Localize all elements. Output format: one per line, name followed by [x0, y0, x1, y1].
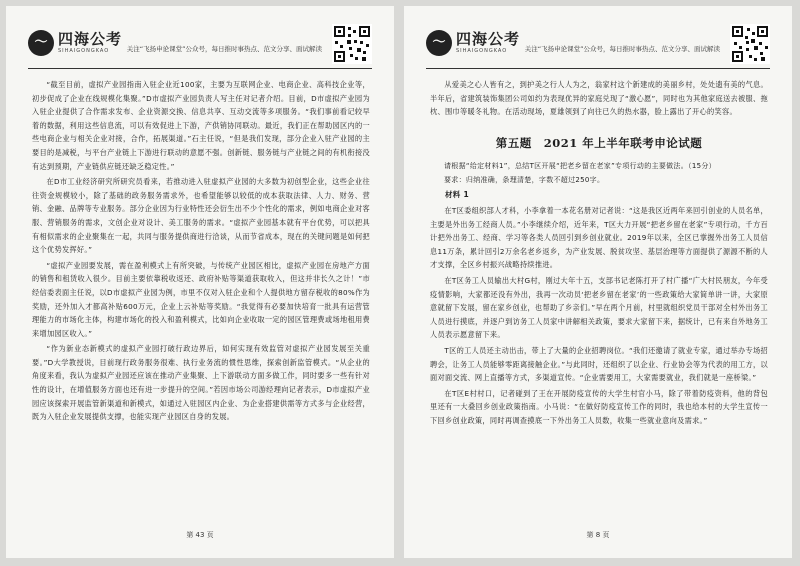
paragraph: “作为新业态新模式的虚拟产业园打破行政边界后，如何实现有效监管对虚拟产业园发展至关重要。”D大学教授说，目前现行政务服务很难、执行业务流的惯性思维，探索创新监管模式。“从企业的角度来看，我认为虚拟产业园还应该在推动产业集聚、上下游联动方面多做工作，同时要多一些有针对性的设计，在增值服务方面也还有进一步提升的空间。”若因市场公司游经理向记者表示，D市虚拟产业园应该探索开展监管新渠道和新模式，如通过入驻园区内企业、为企业搭建供需等方式多与企业经营，既为入驻企业发展提供支撑，也能实现产业园区自身的发展。 — [32, 344, 370, 422]
question-requirement: 要求：归纳准确，条理清楚，字数不超过250字。 — [444, 176, 605, 185]
material-label: 材料 1 — [445, 190, 470, 200]
qr-code-icon — [332, 24, 372, 64]
paragraph: 在T区E村村口，记者碰到了王在开展防疫宣传的大学生村官小马，除了带着防疫资料，他的背包里还有一大叠回乡创业政策指南。小马说：“在做好防疫宣传工作的同时，我也给本村的大学生宣传一下回乡创业政策，同时再调查摸底一下外出务工人员数，收集一些就业意向及需求。” — [430, 388, 768, 425]
brand-name: 四海公考 — [456, 30, 521, 48]
section-title: 第五题 2021 年上半年联考申论试题 — [495, 135, 703, 150]
left-page — [6, 6, 394, 558]
wave-logo-icon: 〜 — [426, 30, 452, 56]
wave-logo-icon: 〜 — [28, 30, 54, 56]
page-header — [426, 24, 770, 69]
paragraph: T区的工人员还主动出击，带上了大量的企业招聘岗位。“我们还邀请了就业专家，通过举办专场招聘会，让务工人员能够零距离接触企业。”与此同时，还组织了以企业、行业协会等为代表的用工方，以面对面交流、网上直播等方式，多渠道宣传。“企业需要用工，大家需要就业，我们就是一座桥梁。” — [430, 345, 768, 383]
qr-code-icon — [730, 24, 770, 64]
paragraph: 在D市工业经济研究所研究员看来，若推动进入驻虚拟产业园的大多数为初创型企业，这些企业往往资金规模较小，除了基础的政务服务需求外，也希望能够以较低的成本获取法律、人力、财务、营销、金融、品牌等专业服务。部分企业因为行业特性还会衍生出不少个性化的需求，例如电商企业对客服、营销服务的需求，文创企业对设计、美工服务的需求。“虚拟产业园基本就有平台优势，可以把具有相似需求的企业聚集在一起，共同与服务提供商进行洽谈，从而节省成本，现在的关键问题是如何把这个优势发挥好。” — [32, 177, 370, 255]
page-number: 第 43 页 — [186, 531, 214, 539]
page-header — [28, 24, 372, 69]
question-text: 请根据“给定材料1”，总结T区开展“把老乡留在老家”专项行动的主要做法。（15分） — [444, 162, 716, 171]
paragraph: 从爱美之心人皆有之，到护美之行人人为之，翁家村这个新建成的美丽乡村，处处遗有美的气息。半年后，省建筑装饰集团公司如约为表现优异的家庭兑现了“激心愿”，同时也为其他家庭送去被服、拖枕、围巾等暖冬礼物。在活动现场，夏雄领到了向往已久的热水器，脸上露出了开心的笑容。 — [430, 80, 768, 117]
brand-logo — [426, 28, 536, 62]
brand-name: 四海公考 — [58, 30, 123, 48]
paragraph: 在T区务工人员输出大村G村，刚过大年十五，支部书记老陈打开了村广播“广大村民朋友，今年受疫情影响，大家都还没有外出，我再一次动员‘把老乡留在老家’的一些政策给大家简单讲一讲，大家原意就留下发展，留在家乡创业，也帮助了乡亲们。”早在两个月前，村里就组织党员干部对全村外出务工人员进行摸底，并逐户到访务工人员家中讲解相关政策，要求大家留下来，据统计，已有来自外地务工人员表示愿意留下来。 — [430, 275, 768, 340]
left-page-body — [32, 78, 370, 426]
header-slogan: 关注“飞扬申论课堂”公众号，每日推时事热点、范文分享、面试解读 — [524, 45, 720, 53]
header-slogan: 关注“飞扬申论课堂”公众号，每日推时事热点、范文分享、面试解读 — [126, 45, 322, 53]
right-page — [404, 6, 792, 558]
paragraph: 在T区委组织部人才科，小李拿着一本花名册对记者说：“这是我区近两年来回引创业的人员名单，主要是外出务工经商人员。”小李继续介绍，近年来，T区大力开展“把老乡留在老家”专项行动，千方百计把外出务工、经商、学习等各类人员回引到乡创业就业。2019年以来，全区已掌握外出务工人员信息11万条，累计回引2万余名老乡返乡，为产业发展、脱贫攻坚、基层治理等方面提供了源源不断的人才支撑，全区乡村振兴战略持续推进。 — [430, 205, 768, 270]
brand-logo — [28, 28, 138, 62]
brand-sub: SIHAIGONGKAO — [456, 48, 508, 54]
page-number: 第 8 页 — [586, 531, 610, 539]
brand-sub: SIHAIGONGKAO — [58, 48, 110, 54]
paragraph: “截至目前，虚拟产业园指南入驻企业近100家，主要为互联网企业、电商企业、高科技企业等，初步促成了企业在线规模化集聚。”D市虚拟产业园负责人写主任对记者介绍。目前，D市虚拟产业园为入驻企业提供了合作需求发布、企业资源交换、信息共享、互动交流等多项服务。“我们事前看记较早着的数据，利用这些信息流，可以有效促进上下游，产供销协同联动。最近，我们正在帮助园区内的一些电商企业与相关企业对接，合作，拓展渠道。”石主任说，“但是我们发现，部分企业入驻产业园的主要目的是减税，与平台产业链上下游进行联动的意愿不强。创新链、服务链与产业链之间的有机衔接没有达到预期，产业链供应链还缺乏稳定性。” — [32, 80, 370, 171]
right-page-body — [430, 78, 768, 429]
paragraph: “虚拟产业园要发展，需在盈利模式上有所突破，与传统产业园区相比，虚拟产业园在房地产方面的销售和租赁收入很少。目前主要依靠税收返还、政府补贴等渠道获取收入，但这并非长久之计！”市经信委表面主任说，以D市虚拟产业园为例，市里不仅对入驻企业和个人提供地方留存税收的80%作为奖励，还外加入才都高补贴600万元，企业上云补贴等奖励。“我觉得有必要加快培育一批具有运营管理能力的市场化主体，构建市场化的投入和盈利模式，比如向企业收取一定的园区管理费或场地租用费来增加园区收入。” — [32, 260, 370, 338]
